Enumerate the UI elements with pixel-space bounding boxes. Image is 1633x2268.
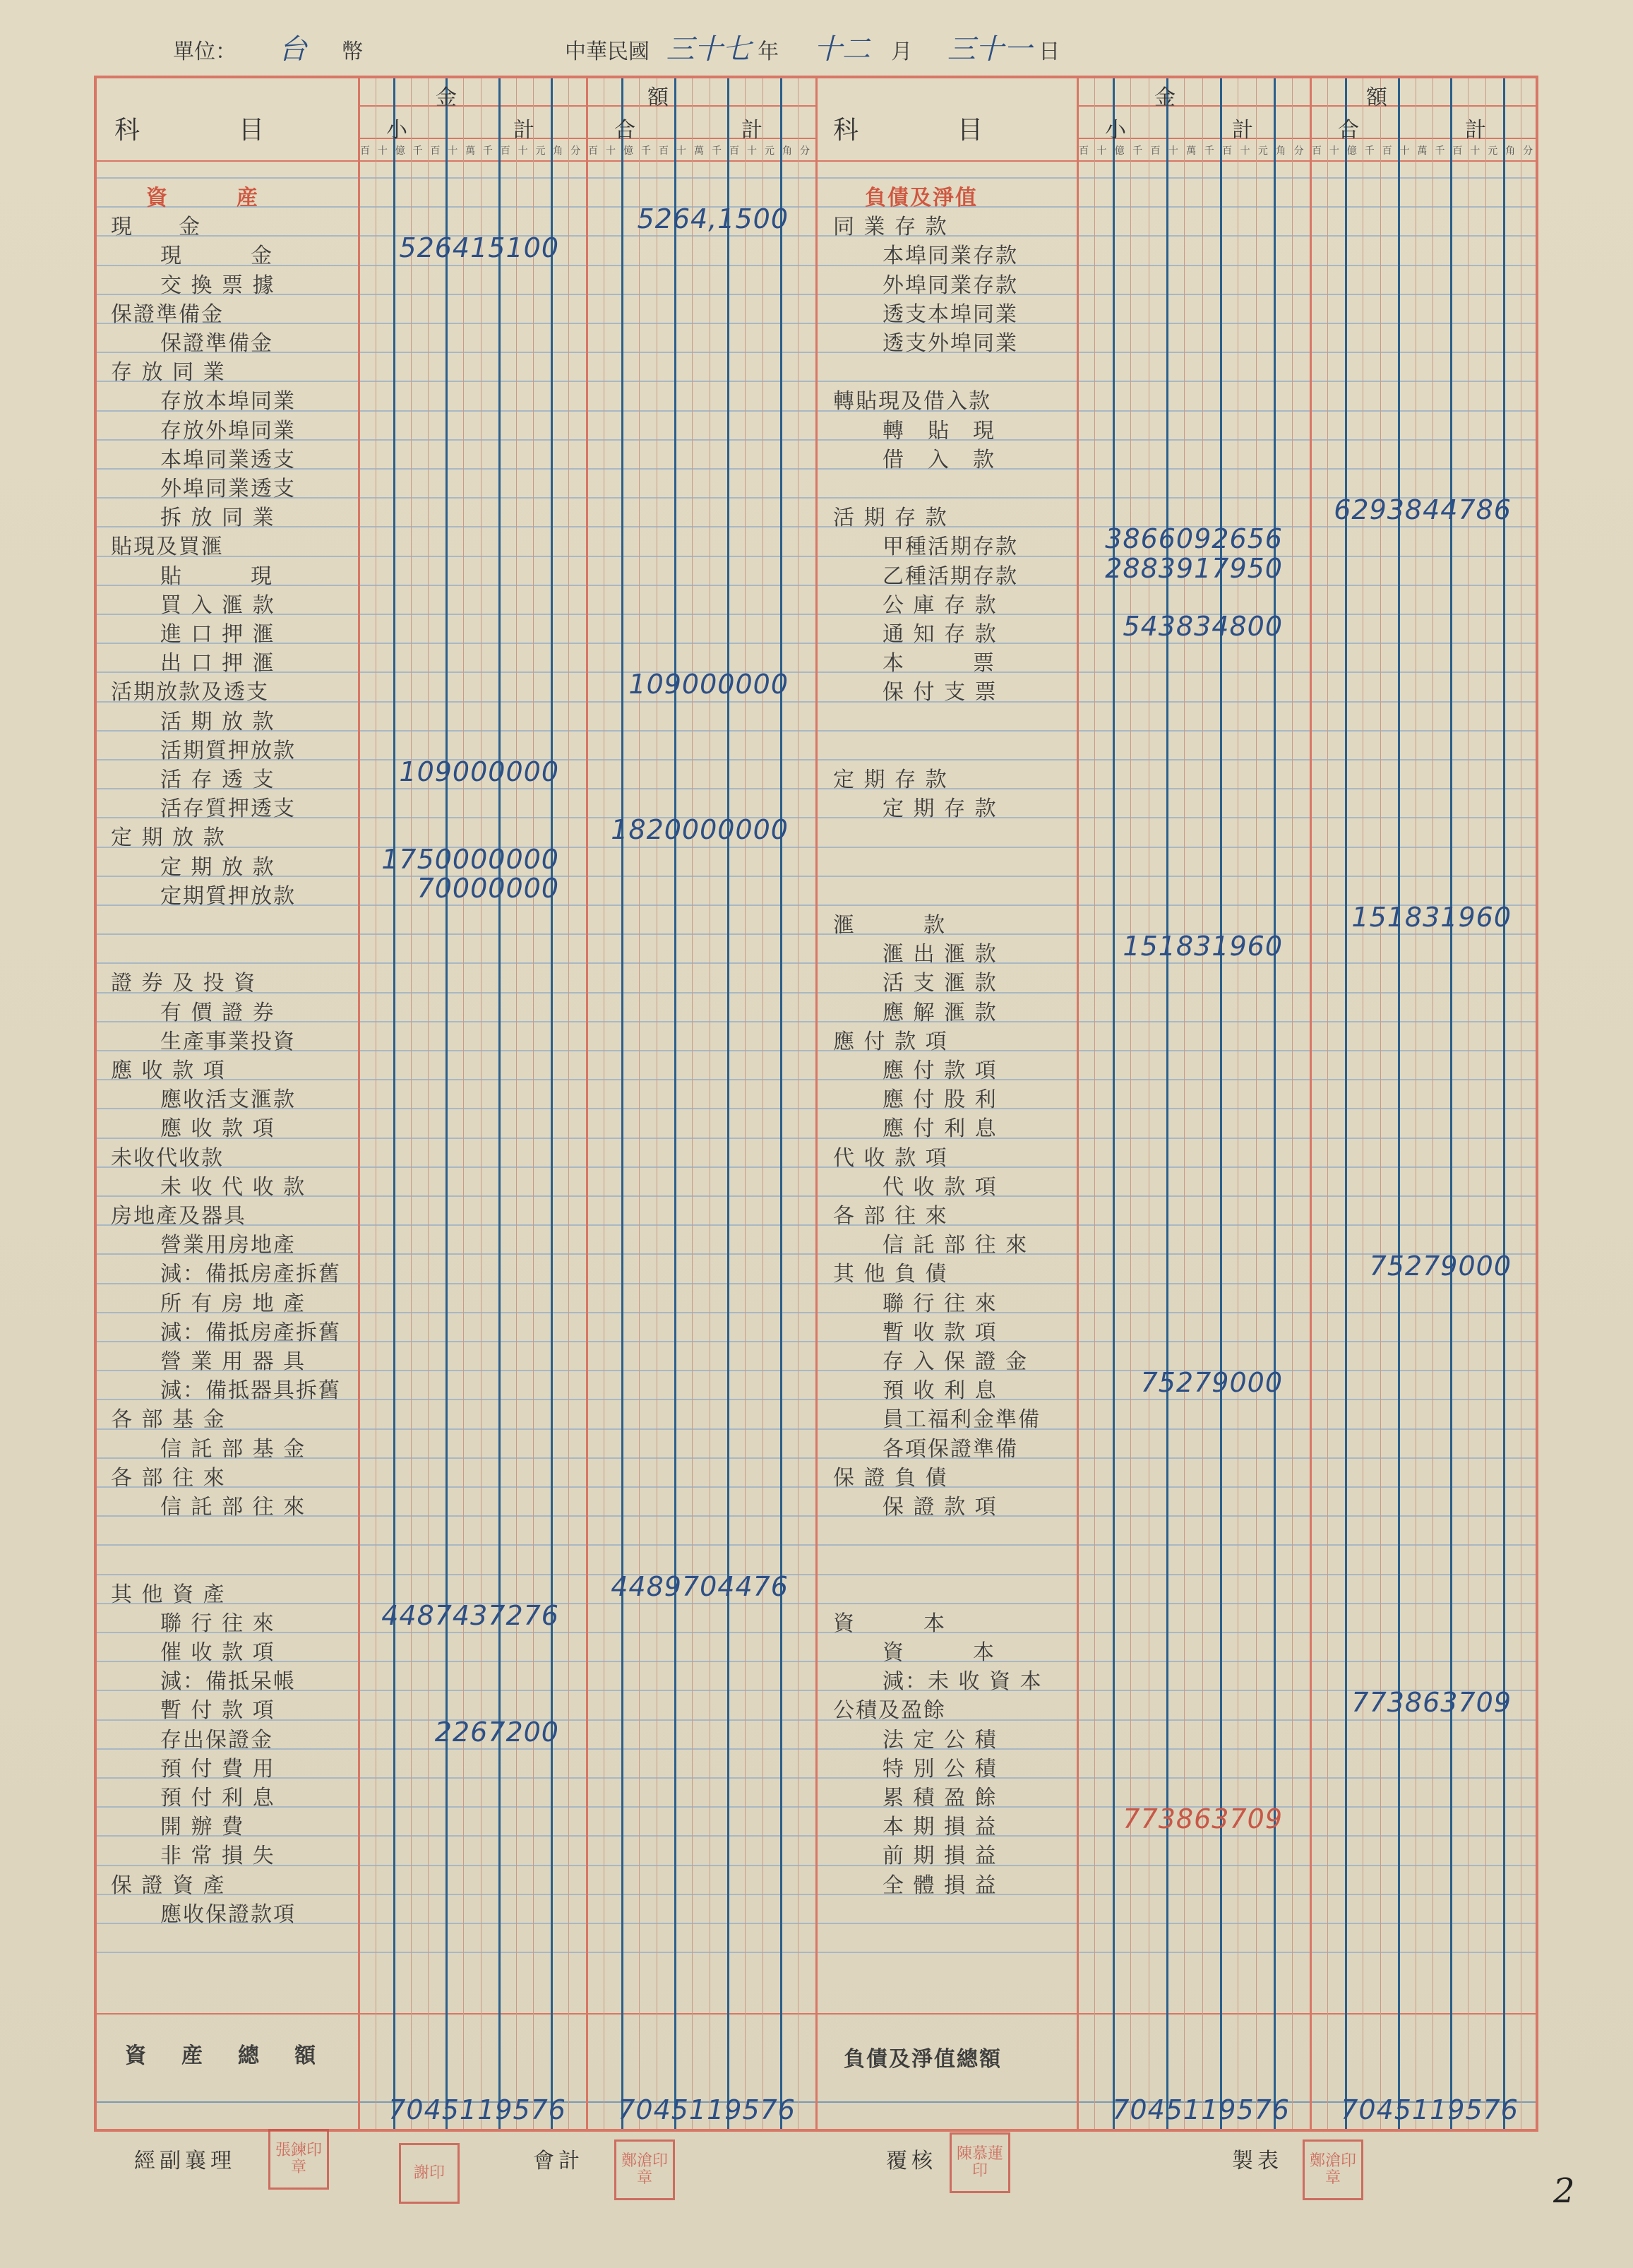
- date-day: 三十一: [947, 33, 1032, 66]
- digit-column-line: [1398, 78, 1400, 2129]
- digit-header: 百: [1079, 145, 1089, 157]
- right-subject-row: 應 解 滙 款: [883, 1000, 998, 1025]
- digit-header: 百: [1312, 145, 1322, 157]
- digit-column-line: [1327, 78, 1328, 2129]
- left-subject-row: 暫 付 款 項: [160, 1698, 275, 1724]
- digit-header: 萬: [465, 145, 476, 157]
- right-subject-row: 活 期 存 款: [833, 506, 948, 531]
- digit-header: 元: [1257, 145, 1268, 157]
- digit-header: 千: [1435, 145, 1445, 157]
- digit-header: 百: [1382, 145, 1392, 157]
- digit-column-line: [1292, 78, 1293, 2129]
- right-subject-row: 應 付 款 項: [883, 1058, 998, 1083]
- date-year: 三十七: [666, 33, 751, 66]
- digit-header: 千: [1132, 145, 1143, 157]
- digit-column-line: [1094, 78, 1095, 2129]
- amount-entry: 773863709: [1123, 1803, 1283, 1835]
- digit-header: 十: [1240, 145, 1250, 157]
- amount-entry: 5264,1500: [637, 203, 789, 235]
- digit-header: 百: [1452, 145, 1463, 157]
- accountant-label: 會計: [533, 2149, 584, 2173]
- left-subject-row: 貼 現: [160, 563, 273, 589]
- right-subject-row: 本 期 損 益: [883, 1815, 998, 1840]
- right-subject-row: 存 入 保 證 金: [883, 1349, 1029, 1374]
- right-subject-row: 全 體 損 益: [883, 1873, 998, 1898]
- digit-header: 角: [553, 145, 563, 157]
- right-subject-row: 滙 款: [833, 913, 946, 938]
- right-subject-row: 員工福利金準備: [883, 1407, 1041, 1433]
- digit-header: 分: [1293, 145, 1304, 157]
- left-subject-row: 應收保證款項: [160, 1902, 296, 1927]
- amount-header: 金 額: [436, 85, 669, 110]
- digit-column-line: [516, 78, 517, 2129]
- amount-entry: 109000000: [628, 669, 789, 700]
- unit-line: [173, 27, 363, 67]
- amount-entry: 75279000: [1369, 1251, 1512, 1282]
- grand-total-amount: 7045119576: [1112, 2094, 1290, 2125]
- right-subject-row: 公積及盈餘: [833, 1698, 946, 1724]
- amount-entry: 3866092656: [1105, 523, 1283, 555]
- digit-column-line: [762, 78, 763, 2129]
- amount-entry: 6293844786: [1334, 494, 1512, 526]
- right-subject-row: 累 積 盈 餘: [883, 1786, 998, 1810]
- left-subject-row: 存 放 同 業: [111, 360, 226, 386]
- digit-column-line: [1485, 78, 1486, 2129]
- right-subject-row: 保 證 負 債: [833, 1465, 948, 1491]
- subtotal-header: 小 計: [386, 118, 534, 143]
- right-subject-row: 特 別 公 積: [883, 1756, 998, 1781]
- amount-entry: 109000000: [399, 756, 559, 787]
- digit-header: 百: [360, 145, 370, 157]
- left-subject-row: 活 存 透 支: [160, 768, 275, 792]
- unit-value: 台: [278, 33, 307, 66]
- right-subject-row: 其 他 負 債: [833, 1262, 948, 1287]
- left-subject-row: 信 託 部 往 來: [160, 1495, 306, 1520]
- right-subject-row: 透支本埠同業: [883, 302, 1018, 327]
- seal-stamp: 陳慕蓮印: [950, 2132, 1010, 2193]
- unit-label: 單位：: [173, 40, 237, 64]
- digit-header: 百: [1150, 145, 1161, 157]
- seal-stamp: 張鍊印章: [268, 2129, 329, 2190]
- digit-header: 十: [448, 145, 458, 157]
- grand-total-amount: 7045119576: [1341, 2094, 1519, 2125]
- left-subject-row: 貼現及買滙: [111, 535, 224, 560]
- digit-header: 角: [1276, 145, 1286, 157]
- amount-entry: 151831960: [1351, 902, 1512, 933]
- digit-column-line: [568, 78, 569, 2129]
- digit-column-line: [1503, 78, 1505, 2129]
- left-subject-row: 保 證 資 產: [111, 1873, 226, 1898]
- digit-header: 元: [535, 145, 546, 157]
- digit-header: 億: [1114, 145, 1125, 157]
- digit-header: 十: [606, 145, 616, 157]
- manager-label: 經副襄理: [134, 2149, 236, 2173]
- subject-header: 科 目: [114, 116, 270, 145]
- digit-column-line: [1450, 78, 1452, 2129]
- right-subject-row: 負債及淨值: [865, 186, 978, 210]
- left-subject-row: 存放本埠同業: [160, 389, 296, 414]
- left-subject-row: 減：備抵器具拆舊: [160, 1378, 341, 1404]
- left-subject-row: 非 常 損 失: [160, 1844, 275, 1869]
- digit-header: 十: [1329, 145, 1339, 157]
- left-subject-row: 減：備抵房產拆舊: [160, 1320, 341, 1345]
- seal-stamp: 鄭滄印章: [1303, 2139, 1363, 2200]
- digit-column-line: [411, 78, 412, 2129]
- column-divider: [586, 78, 588, 2129]
- left-subject-row: 進 口 押 滙: [160, 622, 275, 647]
- digit-header: 千: [482, 145, 493, 157]
- left-subject-row: 現 金: [111, 215, 201, 240]
- digit-column-line: [692, 78, 693, 2129]
- right-subject-row: 應 付 款 項: [833, 1029, 948, 1054]
- total-header: 合 計: [614, 118, 762, 143]
- left-subject-row: 各 部 往 來: [111, 1465, 226, 1491]
- digit-header: 百: [659, 145, 669, 157]
- left-subject-row: 預 付 費 用: [160, 1756, 275, 1781]
- left-subject-row: 減：備抵房產拆舊: [160, 1262, 341, 1287]
- date-month: 十二: [813, 33, 871, 66]
- column-divider: [1310, 78, 1312, 2129]
- digit-header: 分: [800, 145, 810, 157]
- digit-header: 十: [1470, 145, 1481, 157]
- digit-header: 分: [570, 145, 581, 157]
- left-subject-row: 其 他 資 產: [111, 1582, 226, 1607]
- left-subject-row: 各 部 基 金: [111, 1407, 226, 1433]
- amount-entry: 526415100: [399, 232, 559, 264]
- unit-suffix: 幣: [342, 40, 364, 64]
- amount-entry: 1750000000: [381, 843, 559, 875]
- digit-header: 十: [676, 145, 686, 157]
- right-subject-row: 本 票: [883, 651, 995, 676]
- reviewer-label: 覆核: [886, 2149, 937, 2173]
- left-subject-row: 未收代收款: [111, 1145, 224, 1171]
- page-number: 2: [1553, 2171, 1575, 2211]
- right-subject-row: 前 期 損 益: [883, 1844, 998, 1869]
- right-subject-row: 本埠同業存款: [883, 244, 1018, 269]
- digit-column-line: [393, 78, 395, 2129]
- digit-column-line: [445, 78, 448, 2129]
- left-subject-row: 催 收 款 項: [160, 1640, 275, 1665]
- digit-header: 億: [395, 145, 405, 157]
- amount-entry: 773863709: [1351, 1687, 1512, 1719]
- digit-header: 千: [712, 145, 722, 157]
- right-subject-row: 保 證 款 項: [883, 1495, 998, 1520]
- left-subject-row: 保證準備金: [160, 331, 273, 356]
- date-line: [565, 27, 1060, 67]
- digit-column-line: [498, 78, 501, 2129]
- amount-entry: 543834800: [1123, 611, 1283, 642]
- left-subject-row: 現 金: [160, 244, 273, 269]
- right-subject-row: 滙 出 滙 款: [883, 942, 998, 967]
- digit-header: 萬: [694, 145, 704, 157]
- digit-header: 十: [518, 145, 528, 157]
- digit-header: 分: [1523, 145, 1533, 157]
- digit-header: 百: [500, 145, 510, 157]
- digit-column-line: [1432, 78, 1433, 2129]
- right-subject-row: 代 收 款 項: [833, 1145, 948, 1171]
- left-subject-row: 存出保證金: [160, 1727, 273, 1753]
- left-subject-row: 定 期 放 款: [160, 854, 275, 880]
- digit-column-line: [463, 78, 464, 2129]
- left-subject-row: 定 期 放 款: [111, 825, 226, 851]
- column-divider: [358, 78, 360, 2129]
- digit-column-line: [621, 78, 623, 2129]
- amount-entry: 70000000: [417, 872, 559, 904]
- left-subject-row: 活期質押放款: [160, 738, 296, 763]
- subtotal-header: 小 計: [1105, 118, 1253, 143]
- digit-column-line: [674, 78, 676, 2129]
- digit-header: 億: [1346, 145, 1357, 157]
- grand-total-amount: 7045119576: [618, 2094, 796, 2125]
- right-subject-row: 預 收 利 息: [883, 1378, 998, 1404]
- left-subject-row: 預 付 利 息: [160, 1786, 275, 1810]
- left-subject-row: 減：備抵呆帳: [160, 1669, 296, 1695]
- left-subject-row: 拆 放 同 業: [160, 506, 275, 531]
- left-subject-row: 營業用房地產: [160, 1233, 296, 1258]
- digit-column-line: [533, 78, 534, 2129]
- left-subject-row: 應收活支滙款: [160, 1087, 296, 1113]
- left-subject-row: 證 券 及 投 資: [111, 971, 257, 996]
- right-subject-row: 公 庫 存 款: [883, 592, 998, 618]
- grand-total-amount: 7045119576: [388, 2094, 566, 2125]
- right-subject-row: 聯 行 往 來: [883, 1291, 998, 1316]
- left-subject-row: 所 有 房 地 產: [160, 1291, 306, 1316]
- right-subject-row: 轉貼現及借入款: [833, 389, 991, 414]
- right-subject-row: 資 本: [833, 1611, 946, 1636]
- digit-header: 千: [1364, 145, 1375, 157]
- right-subject-row: 各項保證準備: [883, 1436, 1018, 1462]
- right-subject-row: 轉 貼 現: [883, 418, 995, 443]
- left-subject-row: 出 口 押 滙: [160, 651, 275, 676]
- left-subject-row: 應 收 款 項: [160, 1116, 275, 1142]
- digit-column-line: [1113, 78, 1115, 2129]
- digit-header: 十: [747, 145, 757, 157]
- left-subject-row: 營 業 用 器 具: [160, 1349, 306, 1374]
- left-subject-row: 活存質押透支: [160, 796, 296, 822]
- total-header: 合 計: [1338, 118, 1486, 143]
- digit-header: 角: [1505, 145, 1516, 157]
- left-subject-row: 應 收 款 項: [111, 1058, 226, 1083]
- subject-header: 科 目: [833, 116, 989, 145]
- right-subject-row: 信 託 部 往 來: [883, 1233, 1029, 1258]
- right-subject-row: 各 部 往 來: [833, 1204, 948, 1229]
- digit-header: 十: [1168, 145, 1178, 157]
- left-subject-row: 活 期 放 款: [160, 709, 275, 734]
- right-subject-row: 保 付 支 票: [883, 680, 998, 705]
- left-subject-row: 有 價 證 券: [160, 1000, 275, 1025]
- digit-header: 角: [782, 145, 792, 157]
- amount-entry: 2267200: [434, 1716, 559, 1748]
- left-subject-row: 資 産: [146, 186, 259, 210]
- left-subject-row: 房地產及器具: [111, 1204, 246, 1229]
- month-label: 月: [891, 40, 913, 64]
- amount-header: 金 額: [1154, 85, 1387, 110]
- digit-column-line: [745, 78, 746, 2129]
- preparer-label: 製表: [1232, 2149, 1283, 2173]
- left-subject-row: 未 收 代 收 款: [160, 1174, 306, 1200]
- left-subject-row: 買 入 滙 款: [160, 592, 275, 618]
- digit-column-line: [1380, 78, 1381, 2129]
- asset-total-label: 資 産 總 額: [125, 2043, 323, 2068]
- digit-header: 十: [1096, 145, 1107, 157]
- right-subject-row: 定 期 存 款: [833, 768, 948, 792]
- ledger-frame: [94, 76, 1538, 2132]
- left-subject-row: 交 換 票 據: [160, 273, 275, 298]
- liability-total-label: 負債及淨值總額: [844, 2047, 1002, 2072]
- right-subject-row: 資 本: [883, 1640, 995, 1665]
- amount-entry: 75279000: [1140, 1367, 1283, 1399]
- digit-header: 萬: [1186, 145, 1197, 157]
- digit-column-line: [639, 78, 640, 2129]
- year-label: 年: [758, 40, 779, 64]
- right-subject-row: 減：未 收 資 本: [883, 1669, 1043, 1695]
- digit-header: 千: [1204, 145, 1214, 157]
- right-subject-row: 法 定 公 積: [883, 1727, 998, 1753]
- digit-header: 百: [430, 145, 441, 157]
- digit-column-line: [727, 78, 729, 2129]
- left-subject-row: 開 辦 費: [160, 1815, 245, 1840]
- right-subject-row: 定 期 存 款: [883, 796, 998, 822]
- amount-entry: 2883917950: [1105, 552, 1283, 584]
- date-prefix: 中華民國: [565, 40, 650, 64]
- digit-header: 元: [765, 145, 774, 157]
- right-subject-row: 外埠同業存款: [883, 273, 1018, 298]
- amount-entry: 1820000000: [611, 814, 789, 846]
- digit-column-line: [780, 78, 782, 2129]
- seal-stamp: 鄭滄印章: [614, 2139, 675, 2200]
- digit-header: 十: [377, 145, 388, 157]
- left-subject-row: 信 託 部 基 金: [160, 1436, 306, 1462]
- digit-column-line: [551, 78, 553, 2129]
- digit-header: 百: [1222, 145, 1233, 157]
- digit-header: 億: [623, 145, 633, 157]
- left-subject-row: 生產事業投資: [160, 1029, 296, 1054]
- right-subject-row: 活 支 滙 款: [883, 971, 998, 996]
- digit-header: 千: [412, 145, 423, 157]
- right-subject-row: 應 付 股 利: [883, 1087, 998, 1113]
- digit-header: 十: [1399, 145, 1410, 157]
- digit-header: 百: [729, 145, 739, 157]
- right-subject-row: 同 業 存 款: [833, 215, 948, 240]
- amount-entry: 4489704476: [611, 1570, 789, 1602]
- amount-entry: 151831960: [1123, 931, 1283, 962]
- left-subject-row: 定期質押放款: [160, 883, 296, 909]
- right-subject-row: 通 知 存 款: [883, 622, 998, 647]
- left-subject-row: 外埠同業透支: [160, 477, 296, 501]
- right-subject-row: 透支外埠同業: [883, 331, 1018, 356]
- right-subject-row: 應 付 利 息: [883, 1116, 998, 1142]
- right-subject-row: 乙種活期存款: [883, 563, 1018, 589]
- digit-header: 萬: [1417, 145, 1428, 157]
- left-subject-row: 保證準備金: [111, 302, 224, 327]
- digit-column-line: [428, 78, 429, 2129]
- seal-stamp: 謝印: [399, 2143, 460, 2204]
- right-subject-row: 借 入 款: [883, 447, 995, 472]
- left-subject-row: 本埠同業透支: [160, 447, 296, 472]
- right-subject-row: 代 收 款 項: [883, 1174, 998, 1200]
- column-divider: [815, 78, 818, 2129]
- left-subject-row: 活期放款及透支: [111, 680, 269, 705]
- left-subject-row: 存放外埠同業: [160, 418, 296, 443]
- right-subject-row: 暫 收 款 項: [883, 1320, 998, 1345]
- digit-header: 千: [641, 145, 651, 157]
- digit-column-line: [1345, 78, 1347, 2129]
- column-divider: [1077, 78, 1079, 2129]
- day-label: 日: [1039, 40, 1060, 64]
- digit-header: 元: [1488, 145, 1498, 157]
- amount-entry: 4487437276: [381, 1599, 559, 1631]
- left-subject-row: 聯 行 往 來: [160, 1611, 275, 1636]
- digit-header: 百: [588, 145, 598, 157]
- right-subject-row: 甲種活期存款: [883, 535, 1018, 560]
